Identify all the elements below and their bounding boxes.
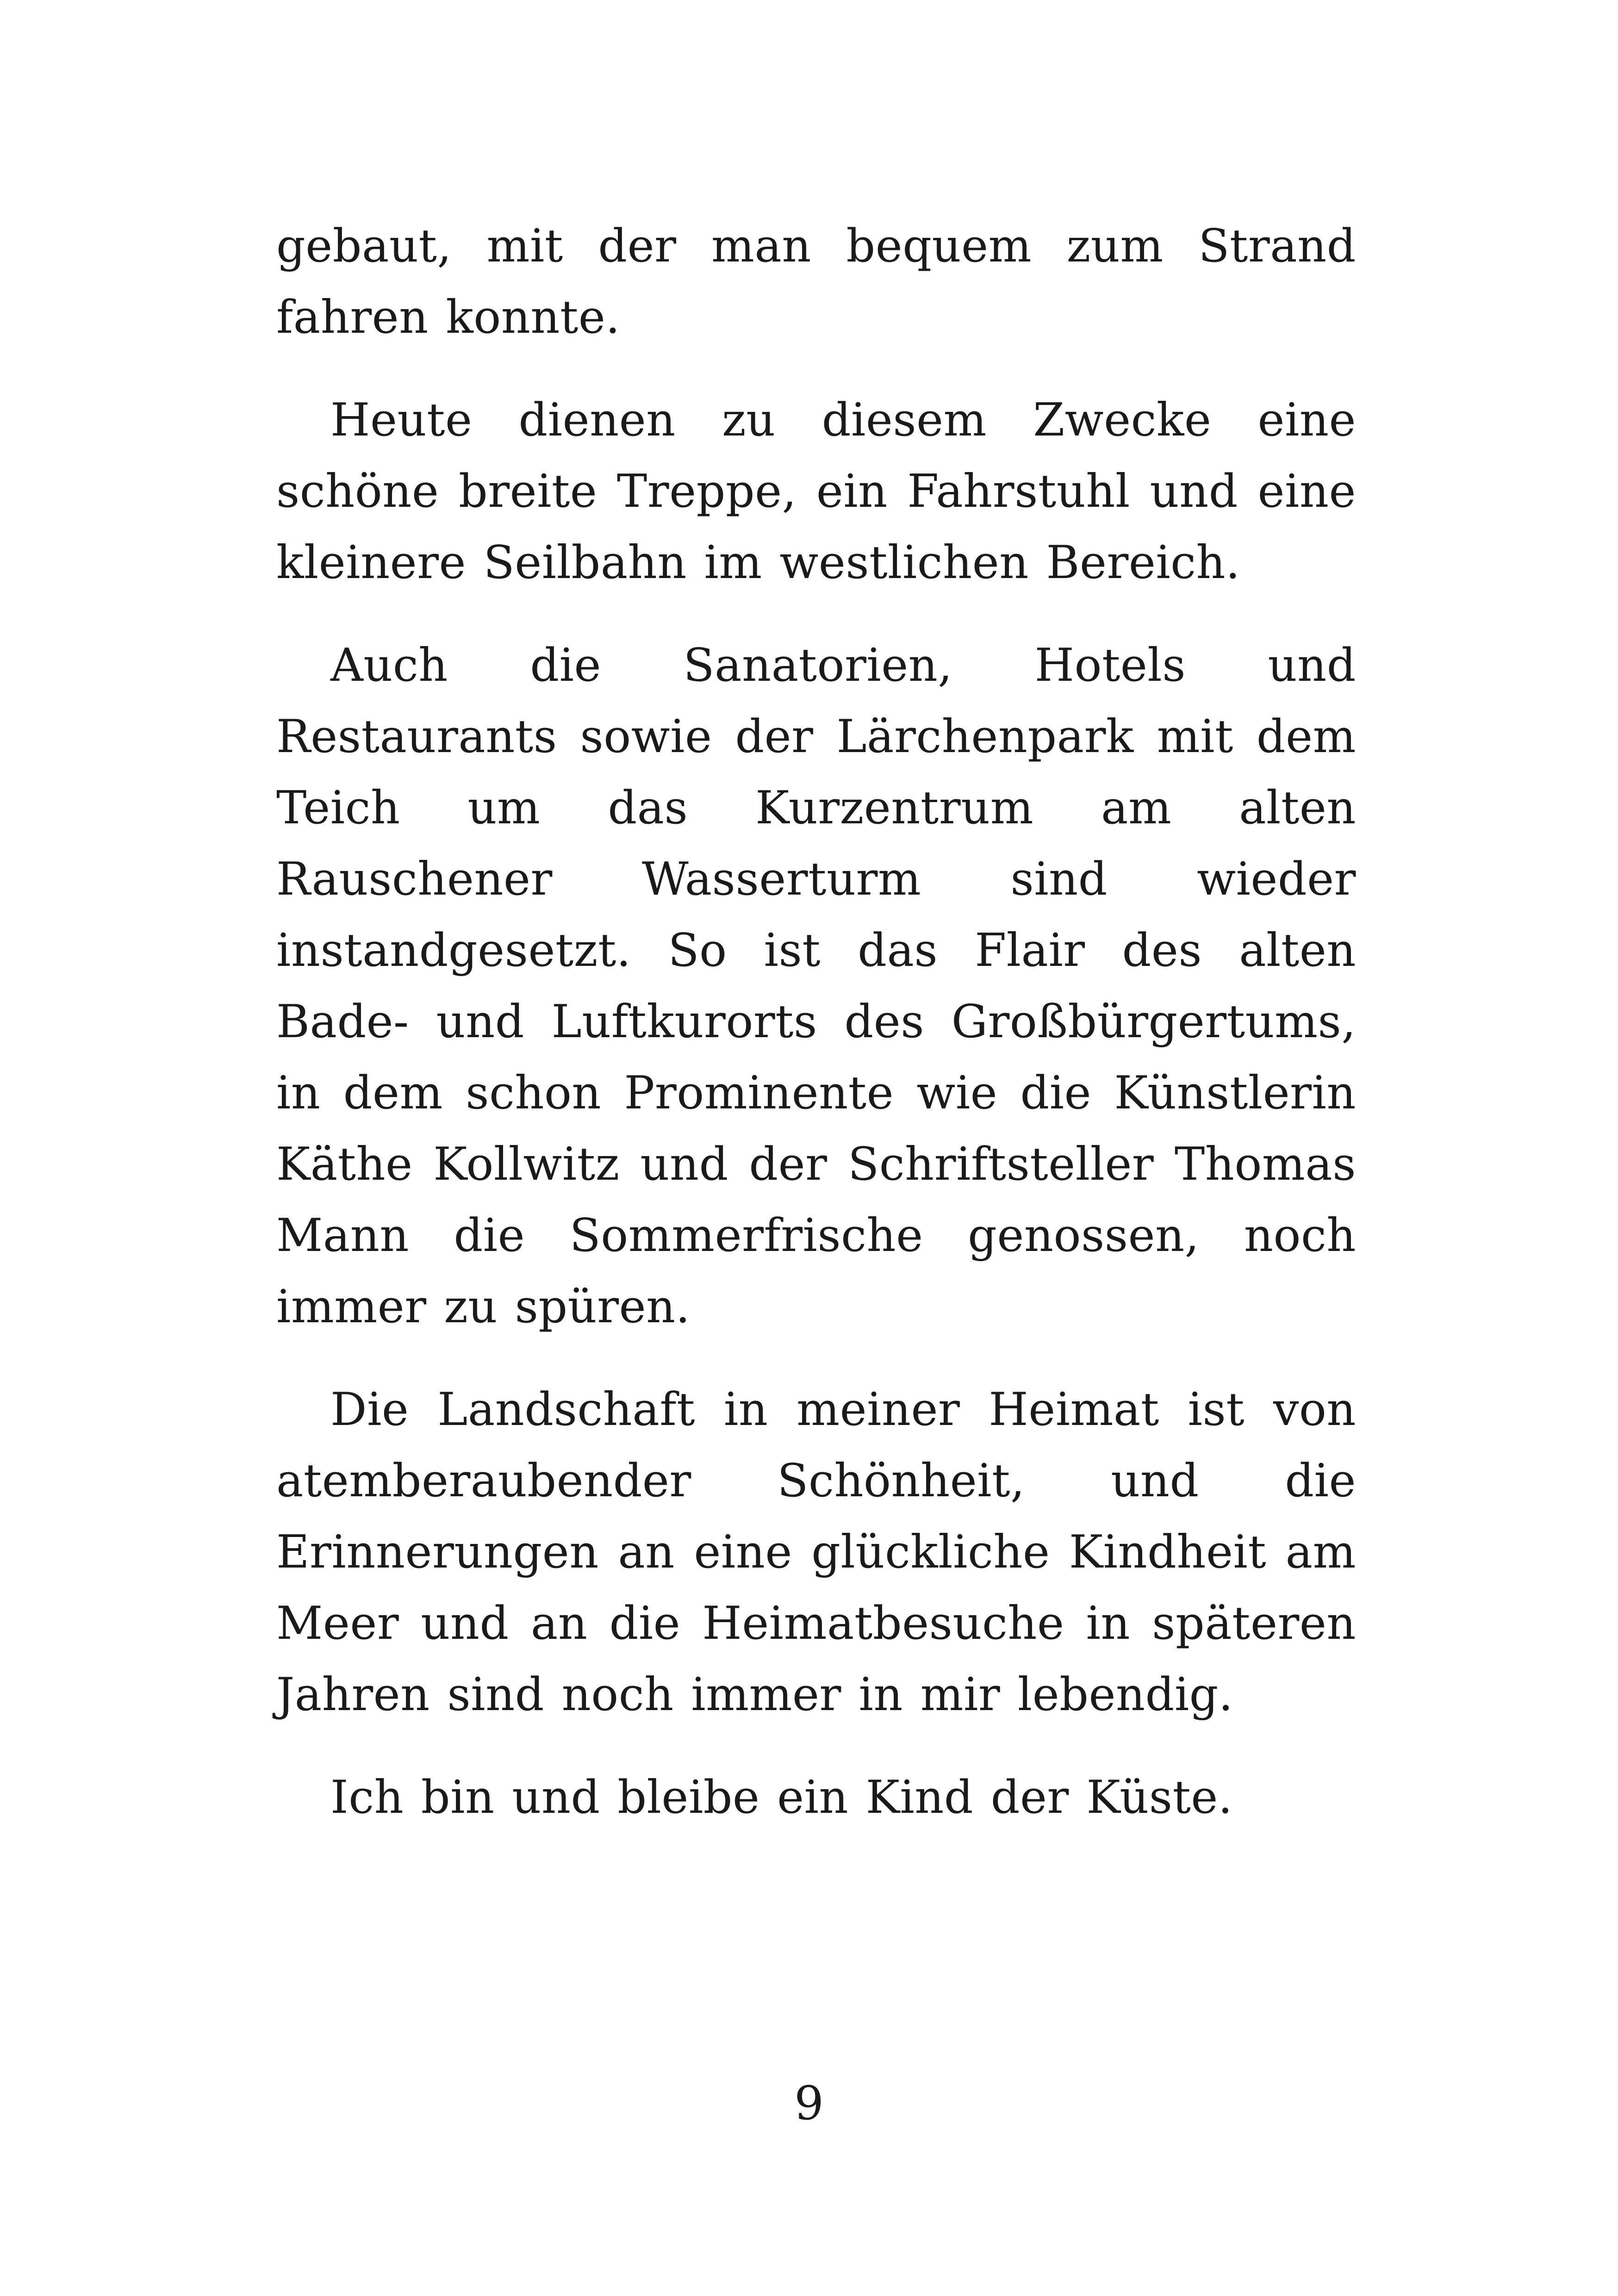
paragraph-2: Heute dienen zu diesem Zwecke eine schöne breite Treppe, ein Fahrstuhl und eine kleinere Seilbahn im westlichen Bereich. [276,394,1356,589]
paragraph-3: Auch die Sanatorien, Hotels und Restaurants sowie der Lärchenpark mit dem Teich um das Kurzentrum am alten Rauschener Wasserturm sind wieder instandgesetzt. So ist das Flair des alten Bade- und Luftkurorts des Großbürgertums, in dem schon Prominente wie die Künstlerin Käthe Kollwitz und der Schriftsteller Thomas Mann die Sommerfrische genossen, noch immer zu spüren. [276,639,1356,1333]
paragraph-4: Die Landschaft in meiner Heimat ist von atemberaubender Schönheit, und die Erinnerungen an eine glückliche Kindheit am Meer und an die Heimatbesuche in späteren Jahren sind noch immer in mir lebendig. [276,1383,1356,1721]
page-number: 9 [794,2076,824,2130]
body-text [276,211,1356,1865]
paragraph-1: gebaut, mit der man bequem zum Strand fahren konnte. [276,220,1356,344]
paragraph-5: Ich bin und bleibe ein Kind der Küste. [330,1771,1233,1824]
